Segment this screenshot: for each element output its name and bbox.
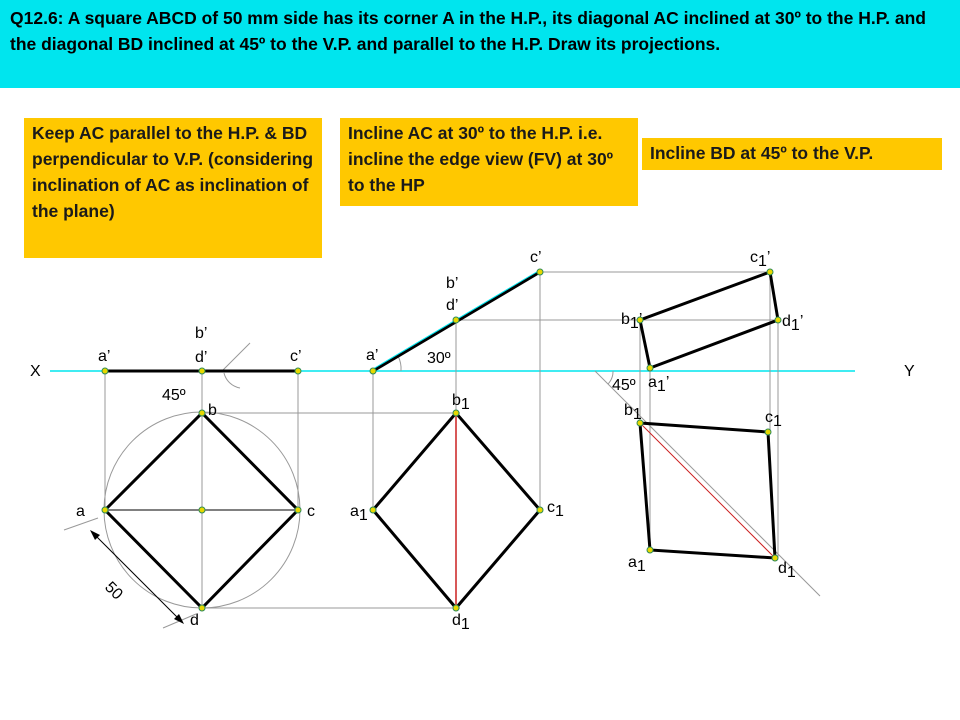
stage3-b1-prime: b1’ [621,311,643,332]
stage2-b1: b1 [452,392,470,413]
stage3-diagonal-bd [640,423,775,558]
step2-note: Incline AC at 30º to the H.P. i.e. incline the edge view (FV) at 30º to the HP [340,118,638,206]
step3-note: Incline BD at 45º to the V.P. [642,138,942,170]
stage2-d-prime: d’ [446,297,459,314]
stage1-dimension: 50 [101,578,126,604]
stage3-a1-prime: a1’ [648,374,670,395]
stage3-b1: b1 [624,402,642,423]
stage3-a1: a1 [628,554,646,575]
stage1-d-prime: d’ [195,349,208,366]
x-label: X [30,363,41,380]
stage3-c1-prime: c1’ [750,249,771,270]
stage1-b-prime: b’ [195,325,208,342]
question-title: Q12.6: A square ABCD of 50 mm side has its corner A in the H.P., its diagonal AC inclined at 30º to the H.P. and the diagonal BD inclined at 45º to the V.P. and parallel to the H.P. Draw its projections. [0,0,960,88]
y-label: Y [904,363,915,380]
stage2-a1: a1 [350,503,368,524]
stage1-a: a [76,503,85,520]
stage1-angle: 45º [162,387,186,404]
stage1-d: d [190,612,199,629]
stage2-c1: c1 [547,499,564,520]
stage1-b: b [208,402,217,419]
stage2-angle: 30º [427,350,451,367]
stage1-c-prime: c’ [290,348,302,365]
stage2-a-prime: a’ [366,347,379,364]
stage2-b-prime: b’ [446,275,459,292]
stage1-a-prime: a’ [98,348,111,365]
stage3-d1: d1 [778,560,796,581]
stage1-c: c [307,503,315,520]
stage3-d1-prime: d1’ [782,313,804,334]
stage2-construction [373,272,778,510]
stage3-c1: c1 [765,409,782,430]
step1-note: Keep AC parallel to the H.P. & BD perpendicular to V.P. (considering inclination of AC as inclination of the plane) [24,118,322,258]
stage2-d1: d1 [452,612,470,633]
stage2-c-prime: c’ [530,249,542,266]
stage3-angle: 45º [612,377,636,394]
stage1-construction [64,343,460,628]
